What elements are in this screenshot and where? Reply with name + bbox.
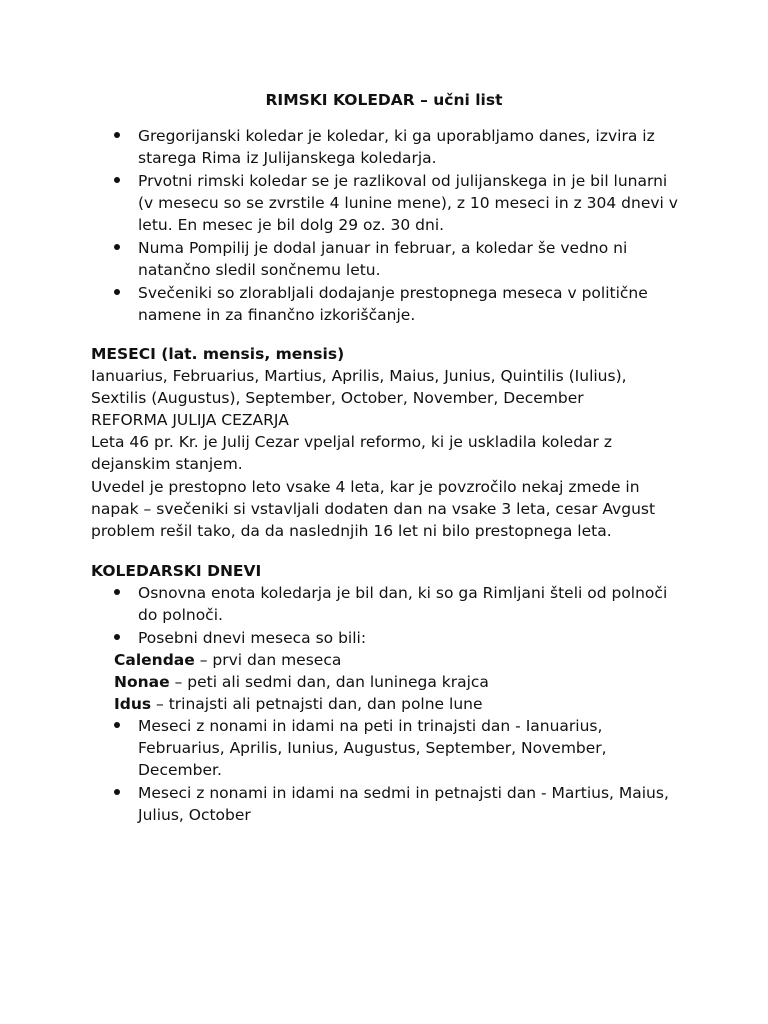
bullet-icon	[114, 289, 120, 295]
dnevi-bullet-2: Posebni dnevi meseca so bili:	[138, 629, 367, 647]
meseci-line-1: Ianuarius, Februarius, Martius, Aprilis, Maius, Junius, Quintilis (Iulius),	[91, 367, 627, 385]
definition-term: Nonae	[114, 673, 170, 691]
meseci-line-7: napak – svečeniki si vstavljali dodaten dan na vsake 3 leta, cesar Avgust	[91, 500, 656, 518]
bullet-icon	[114, 722, 120, 728]
page-title: RIMSKI KOLEDAR – učni list	[265, 91, 503, 109]
definition-term: Calendae	[114, 651, 195, 669]
meseci-line-5: dejanskim stanjem.	[91, 455, 243, 473]
bullet-icon	[114, 789, 120, 795]
dnevi-heading: KOLEDARSKI DNEVI	[91, 562, 262, 580]
meseci-line-4: Leta 46 pr. Kr. je Julij Cezar vpeljal reformo, ki je uskladila koledar z	[91, 433, 612, 451]
bullet-icon	[114, 244, 120, 250]
dnevi-bullet-1-line-2: do polnoči.	[138, 606, 223, 624]
meseci-line-2: Sextilis (Augustus), September, October, November, December	[91, 389, 584, 407]
definition-nonae	[114, 671, 489, 693]
dnevi-bullet-1-line-1: Osnovna enota koledarja je bil dan, ki so ga Rimljani šteli od polnoči	[138, 584, 668, 602]
intro-bullet-1-line-1: Gregorijanski koledar je koledar, ki ga uporabljamo danes, izvira iz	[138, 127, 655, 145]
intro-bullet-4-line-2: namene in za finančno izkoriščanje.	[138, 306, 416, 324]
dnevi-bullet-3-line-2: Februarius, Aprilis, Iunius, Augustus, September, November,	[138, 739, 607, 757]
intro-bullet-1-line-2: starega Rima iz Julijanskega koledarja.	[138, 149, 437, 167]
bullet-icon	[114, 634, 120, 640]
definition-idus	[114, 693, 483, 715]
meseci-heading: MESECI (lat. mensis, mensis)	[91, 345, 345, 363]
definition-text: – prvi dan meseca	[194, 651, 342, 669]
intro-bullet-3-line-1: Numa Pompilij je dodal januar in februar, a koledar še vedno ni	[138, 239, 628, 257]
bullet-icon	[114, 589, 120, 595]
dnevi-bullet-4-line-1: Meseci z nonami in idami na sedmi in petnajsti dan - Martius, Maius,	[138, 784, 669, 802]
dnevi-bullet-4-line-2: Julius, October	[138, 806, 251, 824]
definition-text: – peti ali sedmi dan, dan luninega krajca	[169, 673, 489, 691]
reforma-heading: REFORMA JULIJA CEZARJA	[91, 411, 289, 429]
intro-bullet-2-line-2: (v mesecu so se zvrstile 4 lunine mene), z 10 meseci in z 304 dnevi v	[138, 194, 678, 212]
definition-text: – trinajsti ali petnajsti dan, dan polne lune	[151, 695, 483, 713]
meseci-line-8: problem rešil tako, da da naslednjih 16 let ni bilo prestopnega leta.	[91, 522, 612, 540]
meseci-line-6: Uvedel je prestopno leto vsake 4 leta, kar je povzročilo nekaj zmede in	[91, 478, 640, 496]
intro-bullet-2-line-3: letu. En mesec je bil dolg 29 oz. 30 dni.	[138, 216, 445, 234]
definition-calendae	[114, 649, 341, 671]
intro-bullet-3-line-2: natančno sledil sončnemu letu.	[138, 261, 381, 279]
dnevi-bullet-3-line-3: December.	[138, 761, 222, 779]
intro-bullet-2-line-1: Prvotni rimski koledar se je razlikoval od julijanskega in je bil lunarni	[138, 172, 668, 190]
dnevi-bullet-3-line-1: Meseci z nonami in idami na peti in trinajsti dan - Ianuarius,	[138, 717, 603, 735]
definition-term: Idus	[114, 695, 152, 713]
bullet-icon	[114, 132, 120, 138]
bullet-icon	[114, 177, 120, 183]
intro-bullet-4-line-1: Svečeniki so zlorabljali dodajanje prestopnega meseca v politične	[138, 284, 648, 302]
